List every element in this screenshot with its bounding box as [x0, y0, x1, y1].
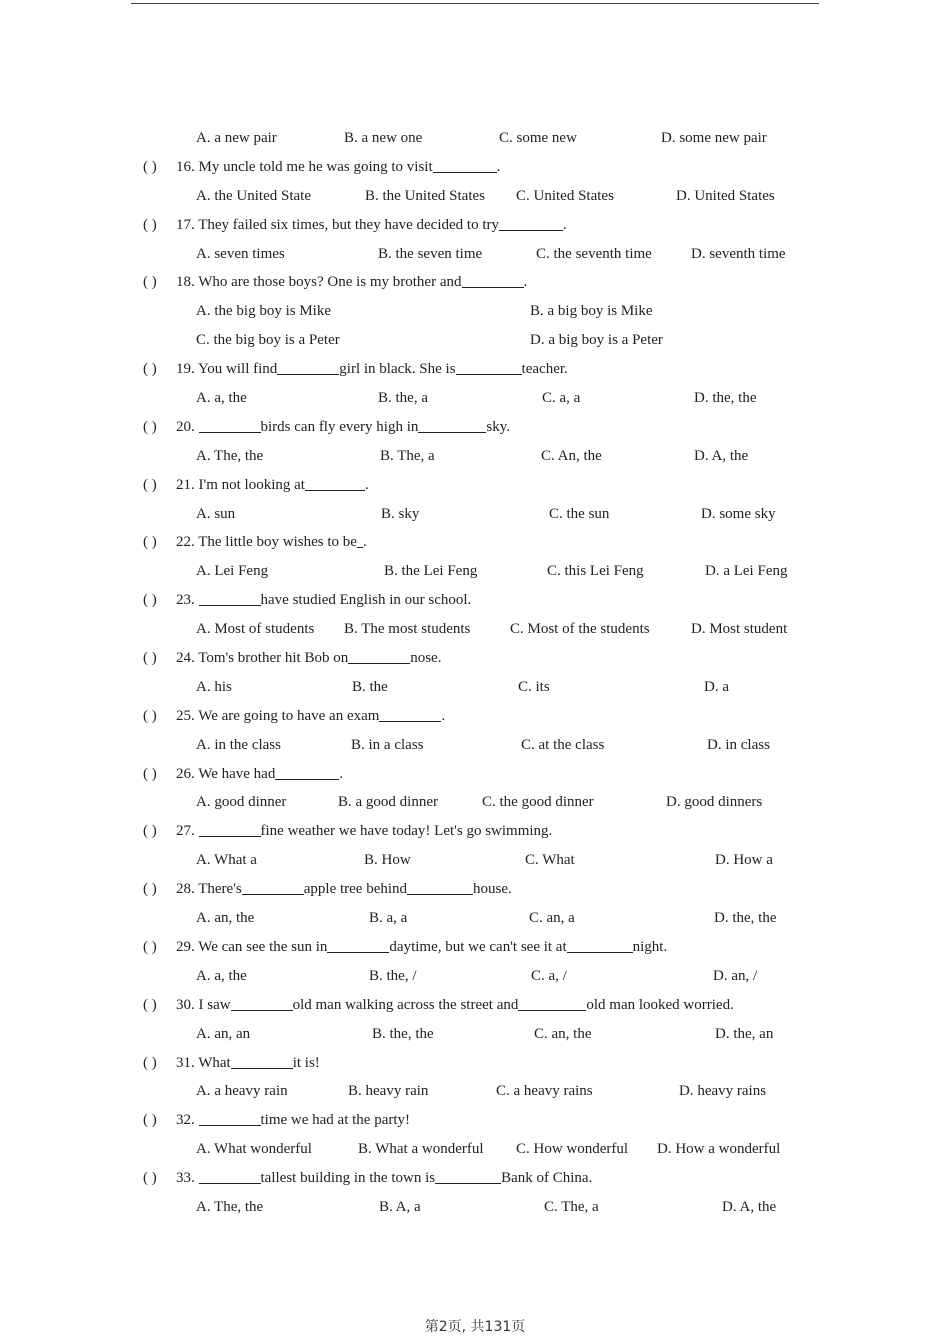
question-row: [0, 268, 950, 297]
option-a: A. an, the: [196, 910, 255, 927]
answer-blank: [199, 1111, 261, 1126]
question-row: [0, 702, 950, 731]
option-d: D. the, the: [714, 910, 777, 927]
options-row: [0, 615, 950, 644]
question-stem: [176, 211, 567, 240]
question-stem: [176, 355, 568, 384]
answer-blank: [518, 996, 586, 1011]
question-number: 28.: [176, 881, 195, 898]
question-row: [0, 413, 950, 442]
stem-text: They failed six times, but they have decided to try: [198, 216, 499, 233]
answer-parenthesis: ( ): [143, 274, 157, 291]
stem-text: girl in black. She is: [339, 361, 456, 378]
question-stem: [176, 153, 500, 182]
option-a: A. his: [196, 678, 232, 695]
options-row: [0, 1020, 950, 1049]
question-row: [0, 211, 950, 240]
question-number: 31.: [176, 1054, 195, 1071]
stem-text: apple tree behind: [303, 881, 408, 898]
option-c: C. An, the: [541, 447, 602, 464]
option-c: C. at the class: [521, 736, 605, 753]
stem-text: There's: [198, 881, 242, 898]
answer-blank: [231, 996, 293, 1011]
option-d: D. A, the: [694, 447, 749, 464]
option-b: B. a, a: [369, 910, 408, 927]
question-row: [0, 817, 950, 846]
answer-blank: [231, 1054, 293, 1069]
question-stem: [176, 933, 667, 962]
option-b: B. the: [352, 678, 388, 695]
option-a: A. in the class: [196, 736, 281, 753]
option-c: C. United States: [516, 187, 614, 204]
options-row: [0, 557, 950, 586]
option-a: A. a, the: [196, 390, 247, 407]
stem-text: birds can fly every high in: [260, 418, 419, 435]
question-row: [0, 153, 950, 182]
option-a: A. What a: [196, 852, 257, 869]
option-a: A. Lei Feng: [196, 563, 269, 580]
option-b: B. a big boy is Mike: [530, 303, 653, 320]
question-number: 24.: [176, 650, 195, 667]
option-b: B. the, the: [372, 1025, 434, 1042]
question-stem: [176, 760, 343, 789]
option-a: A. a, the: [196, 967, 247, 984]
question-stem: [176, 817, 552, 846]
option-b: B. in a class: [351, 736, 424, 753]
options-row: [0, 846, 950, 875]
question-number: 18.: [176, 274, 195, 291]
question-row: [0, 760, 950, 789]
carry-options-row: [0, 124, 950, 153]
question-row: [0, 1049, 950, 1078]
option-a: A. The, the: [196, 447, 264, 464]
option-c: C. its: [518, 678, 550, 695]
options-row: [0, 182, 950, 211]
answer-blank: [305, 476, 365, 491]
question-number: 25.: [176, 707, 195, 724]
stem-text: daytime, but we can't see it at: [389, 938, 567, 955]
question-row: [0, 586, 950, 615]
question-row: [0, 991, 950, 1020]
option-b: B. a new one: [344, 130, 423, 146]
answer-blank: [462, 273, 524, 288]
option-a: A. sun: [196, 505, 236, 522]
options-row: [0, 326, 950, 355]
question-stem: [176, 471, 369, 500]
answer-blank: [407, 880, 473, 895]
option-c: C. The, a: [544, 1198, 599, 1215]
answer-blank: [435, 1169, 501, 1184]
answer-parenthesis: ( ): [143, 476, 157, 493]
question-stem: [176, 875, 512, 904]
stem-text: time we had at the party!: [260, 1112, 411, 1129]
options-row: [0, 500, 950, 529]
options-row: [0, 788, 950, 817]
stem-text: .: [496, 158, 501, 175]
question-row: [0, 471, 950, 500]
option-d: D. good dinners: [666, 794, 763, 811]
question-row: [0, 1164, 950, 1193]
question-number: 20.: [176, 418, 195, 435]
question-number: 33.: [176, 1170, 195, 1187]
question-number: 26.: [176, 765, 195, 782]
options-row: [0, 384, 950, 413]
question-number: 30.: [176, 996, 195, 1013]
option-c: C. some new: [499, 130, 577, 146]
stem-text: .: [441, 707, 446, 724]
question-stem: [176, 1164, 592, 1193]
options-row: [0, 442, 950, 471]
stem-text: My uncle told me he was going to visit: [198, 158, 433, 175]
option-d: D. heavy rains: [679, 1083, 767, 1100]
option-b: B. the Lei Feng: [384, 563, 478, 580]
stem-text: Bank of China.: [501, 1170, 593, 1187]
option-c: C. Most of the students: [510, 621, 650, 638]
answer-parenthesis: ( ): [143, 1112, 157, 1129]
question-stem: [176, 586, 471, 615]
question-number: 29.: [176, 938, 195, 955]
question-number: 17.: [176, 216, 195, 233]
option-c: C. an, the: [534, 1025, 592, 1042]
stem-text: house.: [473, 881, 512, 898]
question-stem: [176, 1106, 410, 1135]
question-stem: [176, 528, 367, 557]
stem-text: The little boy wishes to be: [198, 534, 357, 551]
answer-parenthesis: ( ): [143, 1054, 157, 1071]
stem-text: .: [523, 274, 528, 291]
option-a: A. an, an: [196, 1025, 251, 1042]
stem-text: I saw: [198, 996, 231, 1013]
options-row: [0, 1135, 950, 1164]
answer-parenthesis: ( ): [143, 650, 157, 667]
question-number: 19.: [176, 361, 195, 378]
answer-blank: [418, 418, 486, 433]
options-row: [0, 673, 950, 702]
option-d: D. some new pair: [661, 130, 767, 146]
answer-blank: [567, 938, 633, 953]
stem-text: .: [339, 765, 344, 782]
option-d: D. the, the: [694, 390, 757, 407]
options-row: [0, 962, 950, 991]
answer-blank: [433, 158, 497, 173]
answer-parenthesis: ( ): [143, 938, 157, 955]
options-row: [0, 904, 950, 933]
answer-parenthesis: ( ): [143, 765, 157, 782]
question-stem: [176, 268, 527, 297]
question-row: [0, 528, 950, 557]
answer-parenthesis: ( ): [143, 361, 157, 378]
stem-text: .: [362, 534, 367, 551]
option-c: C. the sun: [549, 505, 610, 522]
answer-blank: [277, 360, 339, 375]
options-row: [0, 240, 950, 269]
answer-blank: [199, 591, 261, 606]
options-row: [0, 297, 950, 326]
answer-blank: [456, 360, 522, 375]
option-d: D. seventh time: [691, 245, 786, 262]
option-b: B. the United States: [365, 187, 485, 204]
option-c: C. the good dinner: [482, 794, 594, 811]
answer-blank: [327, 938, 389, 953]
option-a: A. the big boy is Mike: [196, 303, 331, 320]
question-row: [0, 644, 950, 673]
option-c: C. a, a: [542, 390, 581, 407]
question-stem: [176, 1049, 320, 1078]
question-stem: [176, 991, 734, 1020]
answer-blank: [199, 1169, 261, 1184]
answer-blank: [242, 880, 304, 895]
stem-text: old man walking across the street and: [292, 996, 519, 1013]
option-d: D. a: [704, 678, 729, 695]
question-row: [0, 933, 950, 962]
option-d: D. A, the: [722, 1198, 777, 1215]
question-stem: [176, 413, 510, 442]
option-b: B. the seven time: [378, 245, 483, 262]
option-c: C. the big boy is a Peter: [196, 332, 340, 349]
stem-text: We have had: [198, 765, 276, 782]
option-a: A. The, the: [196, 1198, 264, 1215]
option-d: D. a big boy is a Peter: [530, 332, 663, 349]
answer-blank: [199, 822, 261, 837]
answer-parenthesis: ( ): [143, 534, 157, 551]
option-b: B. What a wonderful: [358, 1141, 484, 1158]
stem-text: night.: [632, 938, 668, 955]
answer-blank: [379, 707, 441, 722]
question-list: [0, 124, 950, 1222]
question-stem: [176, 644, 441, 673]
stem-text: We can see the sun in: [198, 938, 328, 955]
question-row: [0, 875, 950, 904]
option-c: C. an, a: [529, 910, 575, 927]
page-footer: 第2页, 共131页: [424, 1319, 526, 1335]
stem-text: We are going to have an exam: [198, 707, 380, 724]
question-number: 21.: [176, 476, 195, 493]
option-d: D. United States: [676, 187, 775, 204]
question-number: 16.: [176, 158, 195, 175]
option-c: C. a, /: [531, 967, 567, 984]
option-b: B. A, a: [379, 1198, 421, 1215]
question-row: [0, 355, 950, 384]
option-d: D. the, an: [715, 1025, 774, 1042]
option-a: A. good dinner: [196, 794, 287, 811]
answer-parenthesis: ( ): [143, 996, 157, 1013]
option-d: D. some sky: [701, 505, 776, 522]
question-row: [0, 1106, 950, 1135]
option-c: C. this Lei Feng: [547, 563, 644, 580]
stem-text: tallest building in the town is: [260, 1170, 436, 1187]
question-stem: [176, 702, 445, 731]
answer-blank: [275, 765, 339, 780]
stem-text: fine weather we have today! Let's go swimming.: [260, 823, 553, 840]
question-number: 22.: [176, 534, 195, 551]
option-c: C. How wonderful: [516, 1141, 629, 1158]
stem-text: .: [364, 476, 369, 493]
option-d: D. in class: [707, 736, 770, 753]
option-d: D. a Lei Feng: [705, 563, 788, 580]
option-c: C. What: [525, 852, 575, 869]
options-row: [0, 731, 950, 760]
answer-parenthesis: ( ): [143, 1170, 157, 1187]
stem-text: I'm not looking at: [198, 476, 305, 493]
stem-text: Tom's brother hit Bob on: [198, 650, 349, 667]
answer-parenthesis: ( ): [143, 823, 157, 840]
answer-blank: [499, 216, 563, 231]
stem-text: What: [198, 1054, 231, 1071]
option-b: B. sky: [381, 505, 420, 522]
answer-parenthesis: ( ): [143, 216, 157, 233]
stem-text: teacher.: [521, 361, 568, 378]
option-c: C. a heavy rains: [496, 1083, 593, 1100]
stem-text: old man looked worried.: [586, 996, 734, 1013]
option-d: D. an, /: [713, 967, 758, 984]
option-a: A. a heavy rain: [196, 1083, 288, 1100]
answer-parenthesis: ( ): [143, 592, 157, 609]
answer-blank: [348, 649, 410, 664]
answer-parenthesis: ( ): [143, 707, 157, 724]
option-b: B. heavy rain: [348, 1083, 429, 1100]
option-b: B. How: [364, 852, 411, 869]
options-row: [0, 1077, 950, 1106]
option-d: D. How a wonderful: [657, 1141, 781, 1158]
stem-text: sky.: [486, 418, 510, 435]
stem-text: You will find: [197, 361, 278, 378]
option-a: A. Most of students: [196, 621, 315, 638]
option-b: B. the, a: [378, 390, 428, 407]
question-number: 23.: [176, 592, 195, 609]
stem-text: nose.: [410, 650, 442, 667]
stem-text: Who are those boys? One is my brother and: [198, 274, 462, 291]
option-d: D. How a: [715, 852, 773, 869]
option-a: A. What wonderful: [196, 1141, 312, 1158]
option-b: B. the, /: [369, 967, 417, 984]
answer-parenthesis: ( ): [143, 418, 157, 435]
option-b: B. The most students: [344, 621, 471, 638]
header-rule: [131, 3, 819, 4]
option-b: B. The, a: [380, 447, 435, 464]
question-number: 27.: [176, 823, 195, 840]
stem-text: have studied English in our school.: [260, 592, 472, 609]
option-d: D. Most student: [691, 621, 788, 638]
question-number: 32.: [176, 1112, 195, 1129]
option-a: A. the United State: [196, 187, 311, 204]
options-row: [0, 1193, 950, 1222]
answer-parenthesis: ( ): [143, 881, 157, 898]
answer-blank: [199, 418, 261, 433]
option-a: A. seven times: [196, 245, 285, 262]
stem-text: .: [562, 216, 567, 233]
option-a: A. a new pair: [196, 130, 277, 146]
answer-parenthesis: ( ): [143, 158, 157, 175]
stem-text: it is!: [292, 1054, 320, 1071]
option-b: B. a good dinner: [338, 794, 438, 811]
option-c: C. the seventh time: [536, 245, 652, 262]
